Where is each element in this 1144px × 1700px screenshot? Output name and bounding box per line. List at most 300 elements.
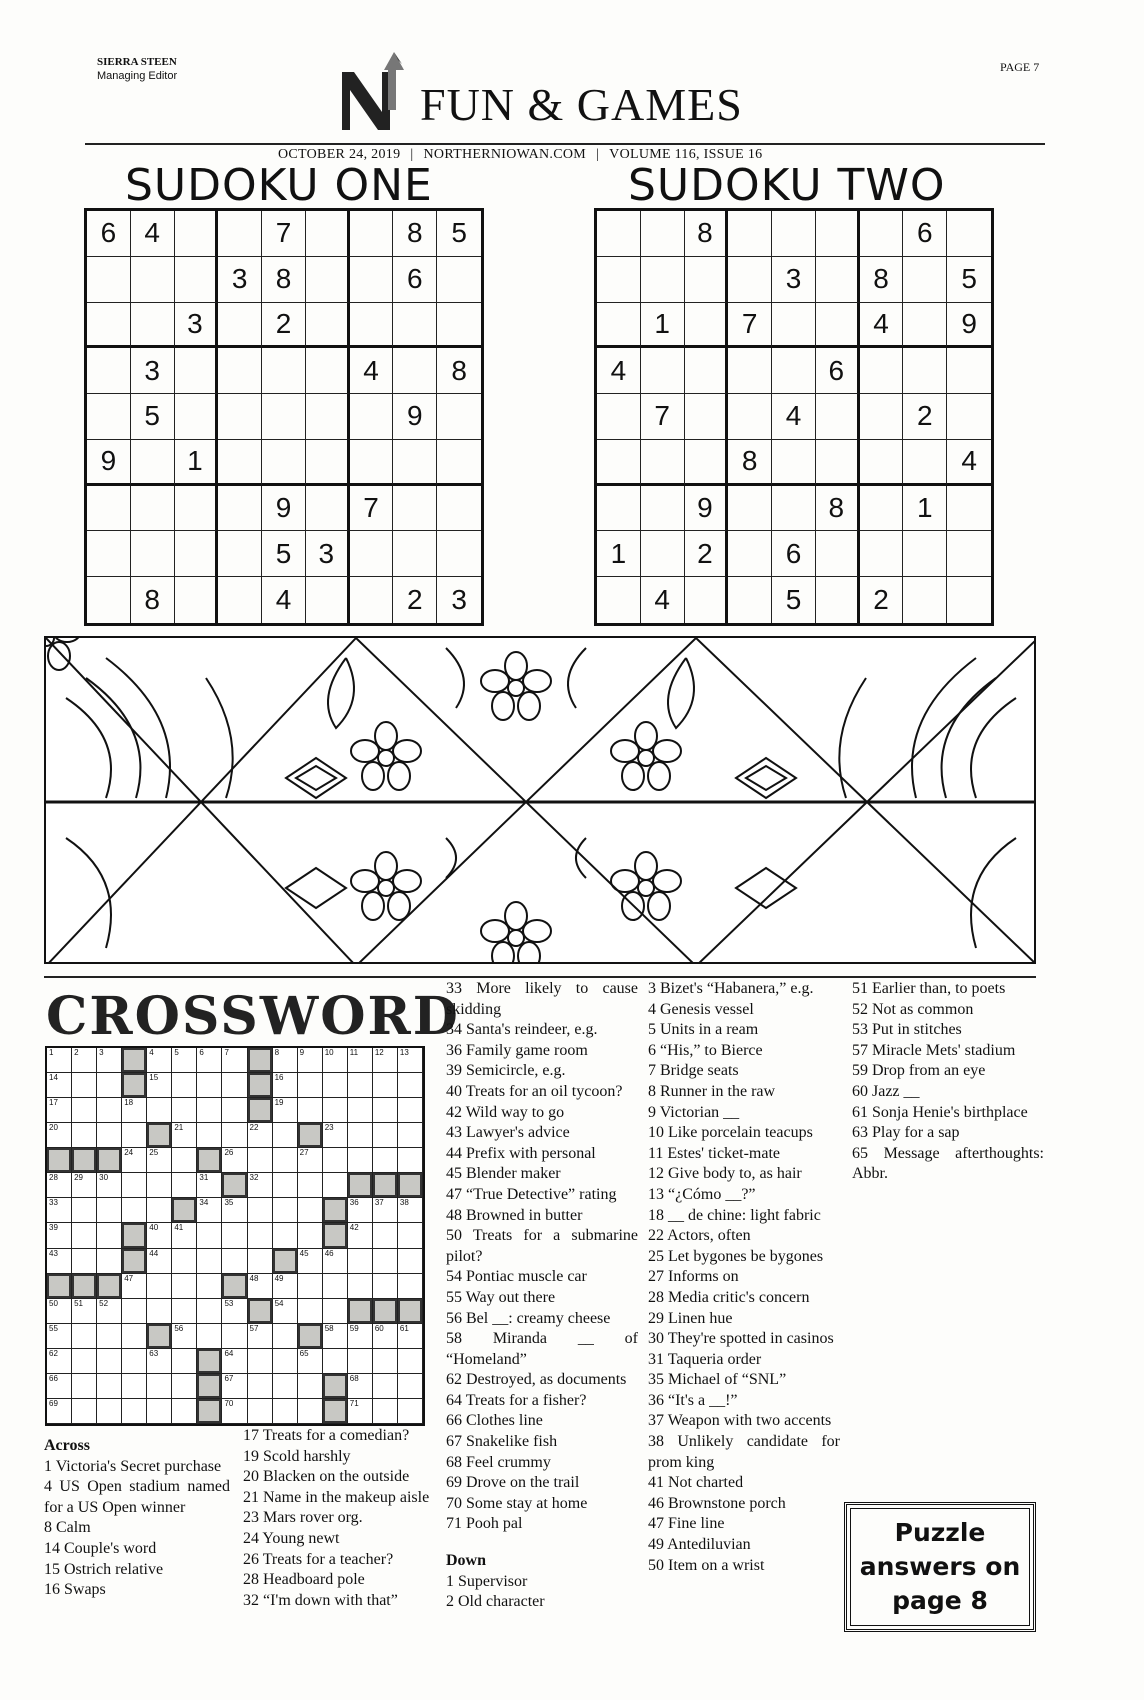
crossword-cell[interactable]: [348, 1198, 373, 1223]
crossword-cell[interactable]: [273, 1349, 298, 1374]
sudoku-cell[interactable]: [816, 531, 860, 577]
crossword-cell[interactable]: [248, 1123, 273, 1148]
sudoku-cell[interactable]: [306, 257, 350, 303]
sudoku-cell[interactable]: 4: [597, 348, 641, 394]
crossword-cell[interactable]: [97, 1324, 122, 1349]
crossword-cell[interactable]: [298, 1173, 323, 1198]
crossword-cell[interactable]: [398, 1399, 423, 1424]
crossword-cell[interactable]: [398, 1048, 423, 1073]
crossword-cell[interactable]: [373, 1048, 398, 1073]
crossword-cell[interactable]: [172, 1123, 197, 1148]
crossword-cell[interactable]: [222, 1048, 247, 1073]
sudoku-cell[interactable]: [393, 303, 437, 349]
crossword-cell[interactable]: [248, 1173, 273, 1198]
crossword-cell[interactable]: [348, 1148, 373, 1173]
sudoku-cell[interactable]: [860, 394, 904, 440]
crossword-cell[interactable]: [373, 1198, 398, 1223]
sudoku-cell[interactable]: [728, 577, 772, 623]
crossword-cell[interactable]: [248, 1198, 273, 1223]
crossword-cell[interactable]: [122, 1173, 147, 1198]
sudoku-cell[interactable]: [641, 348, 685, 394]
sudoku-cell[interactable]: [218, 394, 262, 440]
sudoku-cell[interactable]: 2: [903, 394, 947, 440]
sudoku-cell[interactable]: 3: [772, 257, 816, 303]
sudoku-cell[interactable]: [685, 440, 729, 486]
sudoku-cell[interactable]: [903, 348, 947, 394]
crossword-cell[interactable]: [248, 1223, 273, 1248]
sudoku-cell[interactable]: [597, 440, 641, 486]
sudoku-cell[interactable]: [131, 531, 175, 577]
crossword-cell[interactable]: [323, 1249, 348, 1274]
crossword-cell[interactable]: [97, 1249, 122, 1274]
sudoku-cell[interactable]: 3: [306, 531, 350, 577]
crossword-cell[interactable]: [122, 1148, 147, 1173]
sudoku-cell[interactable]: [306, 440, 350, 486]
sudoku-cell[interactable]: [947, 348, 991, 394]
sudoku-cell[interactable]: [175, 394, 219, 440]
sudoku-cell[interactable]: 9: [262, 486, 306, 532]
sudoku-cell[interactable]: 2: [685, 531, 729, 577]
sudoku-cell[interactable]: 1: [175, 440, 219, 486]
crossword-cell[interactable]: [72, 1349, 97, 1374]
crossword-cell[interactable]: [323, 1274, 348, 1299]
sudoku-cell[interactable]: [860, 211, 904, 257]
sudoku-cell[interactable]: [350, 577, 394, 623]
sudoku-cell[interactable]: [350, 394, 394, 440]
sudoku-cell[interactable]: [87, 531, 131, 577]
sudoku-cell[interactable]: [306, 577, 350, 623]
crossword-cell[interactable]: [47, 1349, 72, 1374]
sudoku-cell[interactable]: [597, 303, 641, 349]
sudoku-cell[interactable]: [816, 303, 860, 349]
sudoku-cell[interactable]: [87, 303, 131, 349]
crossword-cell[interactable]: [348, 1123, 373, 1148]
sudoku-cell[interactable]: [393, 531, 437, 577]
sudoku-cell[interactable]: 5: [772, 577, 816, 623]
crossword-cell[interactable]: [398, 1249, 423, 1274]
sudoku-cell[interactable]: [641, 211, 685, 257]
crossword-cell[interactable]: [298, 1048, 323, 1073]
sudoku-cell[interactable]: [860, 348, 904, 394]
sudoku-cell[interactable]: 6: [903, 211, 947, 257]
crossword-cell[interactable]: [172, 1399, 197, 1424]
crossword-cell[interactable]: [197, 1048, 222, 1073]
sudoku-cell[interactable]: 8: [437, 348, 481, 394]
sudoku-cell[interactable]: [597, 257, 641, 303]
crossword-cell[interactable]: [172, 1324, 197, 1349]
crossword-cell[interactable]: [97, 1299, 122, 1324]
sudoku-cell[interactable]: 1: [641, 303, 685, 349]
crossword-cell[interactable]: [72, 1223, 97, 1248]
crossword-cell[interactable]: [323, 1173, 348, 1198]
crossword-cell[interactable]: [172, 1349, 197, 1374]
sudoku-cell[interactable]: [262, 394, 306, 440]
crossword-cell[interactable]: [373, 1073, 398, 1098]
sudoku-cell[interactable]: [597, 211, 641, 257]
sudoku-cell[interactable]: 8: [816, 486, 860, 532]
crossword-cell[interactable]: [222, 1123, 247, 1148]
sudoku-cell[interactable]: 3: [131, 348, 175, 394]
crossword-cell[interactable]: [97, 1374, 122, 1399]
crossword-cell[interactable]: [348, 1399, 373, 1424]
sudoku-cell[interactable]: [685, 348, 729, 394]
sudoku-cell[interactable]: [772, 303, 816, 349]
crossword-cell[interactable]: [72, 1073, 97, 1098]
sudoku-cell[interactable]: [218, 531, 262, 577]
sudoku-cell[interactable]: [728, 348, 772, 394]
sudoku-cell[interactable]: [728, 486, 772, 532]
crossword-cell[interactable]: [47, 1123, 72, 1148]
crossword-cell[interactable]: [147, 1349, 172, 1374]
sudoku-cell[interactable]: [903, 303, 947, 349]
sudoku-cell[interactable]: [816, 211, 860, 257]
crossword-cell[interactable]: [147, 1173, 172, 1198]
crossword-cell[interactable]: [147, 1299, 172, 1324]
crossword-cell[interactable]: [323, 1098, 348, 1123]
sudoku-cell[interactable]: 4: [350, 348, 394, 394]
sudoku-cell[interactable]: 1: [903, 486, 947, 532]
sudoku-cell[interactable]: [816, 257, 860, 303]
crossword-cell[interactable]: [298, 1399, 323, 1424]
crossword-cell[interactable]: [222, 1198, 247, 1223]
crossword-cell[interactable]: [222, 1374, 247, 1399]
crossword-cell[interactable]: [323, 1148, 348, 1173]
crossword-cell[interactable]: [47, 1249, 72, 1274]
sudoku-cell[interactable]: 4: [131, 211, 175, 257]
sudoku-cell[interactable]: [947, 211, 991, 257]
crossword-cell[interactable]: [298, 1148, 323, 1173]
crossword-cell[interactable]: [97, 1349, 122, 1374]
sudoku-cell[interactable]: [306, 211, 350, 257]
sudoku-cell[interactable]: [393, 440, 437, 486]
crossword-cell[interactable]: [147, 1073, 172, 1098]
crossword-cell[interactable]: [197, 1098, 222, 1123]
sudoku-cell[interactable]: 4: [947, 440, 991, 486]
crossword-cell[interactable]: [248, 1349, 273, 1374]
sudoku-cell[interactable]: [597, 394, 641, 440]
crossword-cell[interactable]: [197, 1324, 222, 1349]
sudoku-cell[interactable]: [685, 394, 729, 440]
crossword-cell[interactable]: [323, 1349, 348, 1374]
crossword-cell[interactable]: [248, 1148, 273, 1173]
crossword-cell[interactable]: [197, 1249, 222, 1274]
sudoku-cell[interactable]: 9: [947, 303, 991, 349]
crossword-cell[interactable]: [47, 1324, 72, 1349]
crossword-cell[interactable]: [97, 1223, 122, 1248]
crossword-cell[interactable]: [147, 1223, 172, 1248]
sudoku-cell[interactable]: [903, 257, 947, 303]
sudoku-cell[interactable]: [175, 486, 219, 532]
crossword-cell[interactable]: [398, 1148, 423, 1173]
crossword-cell[interactable]: [47, 1098, 72, 1123]
crossword-cell[interactable]: [122, 1349, 147, 1374]
crossword-cell[interactable]: [398, 1198, 423, 1223]
crossword-cell[interactable]: [197, 1073, 222, 1098]
crossword-cell[interactable]: [147, 1399, 172, 1424]
crossword-cell[interactable]: [298, 1098, 323, 1123]
sudoku-cell[interactable]: 8: [393, 211, 437, 257]
sudoku-cell[interactable]: [306, 486, 350, 532]
sudoku-cell[interactable]: [87, 486, 131, 532]
crossword-cell[interactable]: [72, 1098, 97, 1123]
crossword-cell[interactable]: [197, 1173, 222, 1198]
crossword-cell[interactable]: [97, 1048, 122, 1073]
crossword-cell[interactable]: [398, 1274, 423, 1299]
sudoku-cell[interactable]: 7: [641, 394, 685, 440]
sudoku-cell[interactable]: [437, 486, 481, 532]
sudoku-cell[interactable]: [350, 303, 394, 349]
crossword-cell[interactable]: [122, 1324, 147, 1349]
sudoku-cell[interactable]: [816, 577, 860, 623]
sudoku-cell[interactable]: 8: [685, 211, 729, 257]
crossword-cell[interactable]: [97, 1399, 122, 1424]
crossword-cell[interactable]: [323, 1123, 348, 1148]
crossword-cell[interactable]: [222, 1349, 247, 1374]
crossword-cell[interactable]: [298, 1349, 323, 1374]
sudoku-cell[interactable]: [350, 257, 394, 303]
sudoku-cell[interactable]: 5: [262, 531, 306, 577]
crossword-cell[interactable]: [147, 1274, 172, 1299]
sudoku-cell[interactable]: [218, 303, 262, 349]
crossword-cell[interactable]: [97, 1098, 122, 1123]
sudoku-cell[interactable]: [597, 486, 641, 532]
sudoku-cell[interactable]: [131, 257, 175, 303]
sudoku-cell[interactable]: [87, 257, 131, 303]
sudoku-cell[interactable]: 1: [597, 531, 641, 577]
crossword-cell[interactable]: [298, 1249, 323, 1274]
crossword-cell[interactable]: [97, 1123, 122, 1148]
crossword-cell[interactable]: [122, 1098, 147, 1123]
sudoku-cell[interactable]: [350, 440, 394, 486]
crossword-cell[interactable]: [72, 1123, 97, 1148]
sudoku-cell[interactable]: 3: [451, 584, 467, 616]
sudoku-cell[interactable]: [728, 257, 772, 303]
sudoku-cell[interactable]: [641, 486, 685, 532]
sudoku-cell[interactable]: [860, 486, 904, 532]
crossword-cell[interactable]: [373, 1148, 398, 1173]
crossword-cell[interactable]: [373, 1098, 398, 1123]
crossword-cell[interactable]: [273, 1274, 298, 1299]
crossword-cell[interactable]: [373, 1374, 398, 1399]
crossword-cell[interactable]: [122, 1274, 147, 1299]
sudoku-cell[interactable]: [772, 486, 816, 532]
crossword-cell[interactable]: [122, 1374, 147, 1399]
crossword-cell[interactable]: [348, 1073, 373, 1098]
crossword-cell[interactable]: [122, 1123, 147, 1148]
sudoku-cell[interactable]: [641, 257, 685, 303]
sudoku-cell[interactable]: [685, 303, 729, 349]
crossword-cell[interactable]: [147, 1048, 172, 1073]
crossword-cell[interactable]: [147, 1198, 172, 1223]
crossword-cell[interactable]: [72, 1399, 97, 1424]
sudoku-cell[interactable]: 6: [772, 531, 816, 577]
sudoku-cell[interactable]: [218, 440, 262, 486]
crossword-cell[interactable]: [298, 1223, 323, 1248]
crossword-cell[interactable]: [72, 1048, 97, 1073]
sudoku-cell[interactable]: [393, 348, 437, 394]
crossword-cell[interactable]: [172, 1148, 197, 1173]
crossword-cell[interactable]: [323, 1073, 348, 1098]
crossword-cell[interactable]: [273, 1198, 298, 1223]
sudoku-cell[interactable]: [131, 440, 175, 486]
sudoku-cell[interactable]: [175, 577, 219, 623]
sudoku-cell[interactable]: [262, 348, 306, 394]
crossword-cell[interactable]: [348, 1223, 373, 1248]
sudoku-cell[interactable]: 6: [816, 348, 860, 394]
sudoku-cell[interactable]: 9: [393, 394, 437, 440]
crossword-cell[interactable]: [348, 1349, 373, 1374]
sudoku-cell[interactable]: [641, 440, 685, 486]
crossword-cell[interactable]: [122, 1198, 147, 1223]
crossword-cell[interactable]: [398, 1374, 423, 1399]
sudoku-cell[interactable]: [87, 577, 131, 623]
crossword-cell[interactable]: [398, 1349, 423, 1374]
crossword-cell[interactable]: [147, 1374, 172, 1399]
sudoku-cell[interactable]: 2: [393, 577, 437, 623]
sudoku-cell[interactable]: [218, 211, 262, 257]
sudoku-cell[interactable]: 5: [131, 394, 175, 440]
crossword-cell[interactable]: [122, 1399, 147, 1424]
crossword-cell[interactable]: [172, 1374, 197, 1399]
crossword-cell[interactable]: [222, 1299, 247, 1324]
sudoku-cell[interactable]: [728, 531, 772, 577]
crossword-cell[interactable]: [373, 1274, 398, 1299]
crossword-cell[interactable]: [172, 1048, 197, 1073]
crossword-cell[interactable]: [273, 1324, 298, 1349]
crossword-cell[interactable]: [222, 1249, 247, 1274]
sudoku-cell[interactable]: [350, 211, 394, 257]
sudoku-cell[interactable]: [772, 440, 816, 486]
sudoku-cell[interactable]: [218, 486, 262, 532]
sudoku-cell[interactable]: [218, 577, 262, 623]
crossword-cell[interactable]: [97, 1073, 122, 1098]
sudoku-cell[interactable]: 7: [262, 211, 306, 257]
crossword-cell[interactable]: [348, 1249, 373, 1274]
crossword-cell[interactable]: [273, 1374, 298, 1399]
crossword-cell[interactable]: [398, 1123, 423, 1148]
crossword-cell[interactable]: [398, 1098, 423, 1123]
sudoku-cell[interactable]: [306, 303, 350, 349]
sudoku-cell[interactable]: [641, 531, 685, 577]
crossword-cell[interactable]: [197, 1198, 222, 1223]
crossword-cell[interactable]: [197, 1223, 222, 1248]
sudoku-cell[interactable]: [306, 348, 350, 394]
crossword-cell[interactable]: [97, 1173, 122, 1198]
crossword-cell[interactable]: [72, 1374, 97, 1399]
crossword-cell[interactable]: [273, 1173, 298, 1198]
sudoku-cell[interactable]: 6: [87, 211, 131, 257]
crossword-cell[interactable]: [122, 1299, 147, 1324]
sudoku-cell[interactable]: [903, 577, 947, 623]
crossword-cell[interactable]: [273, 1123, 298, 1148]
crossword-cell[interactable]: [72, 1198, 97, 1223]
crossword-cell[interactable]: [323, 1299, 348, 1324]
crossword-cell[interactable]: [273, 1098, 298, 1123]
crossword-cell[interactable]: [373, 1249, 398, 1274]
crossword-cell[interactable]: [298, 1274, 323, 1299]
crossword-cell[interactable]: [147, 1098, 172, 1123]
crossword-cell[interactable]: [172, 1249, 197, 1274]
crossword-cell[interactable]: [47, 1299, 72, 1324]
crossword-cell[interactable]: [373, 1349, 398, 1374]
crossword-cell[interactable]: [273, 1223, 298, 1248]
sudoku-cell[interactable]: [685, 577, 729, 623]
sudoku-cell[interactable]: [87, 394, 131, 440]
crossword-cell[interactable]: [147, 1249, 172, 1274]
crossword-cell[interactable]: [172, 1274, 197, 1299]
crossword-cell[interactable]: [248, 1249, 273, 1274]
crossword-cell[interactable]: [97, 1198, 122, 1223]
crossword-cell[interactable]: [323, 1324, 348, 1349]
sudoku-cell[interactable]: [772, 211, 816, 257]
sudoku-cell[interactable]: [947, 486, 991, 532]
sudoku-cell[interactable]: 8: [131, 577, 175, 623]
crossword-cell[interactable]: [147, 1148, 172, 1173]
sudoku-cell[interactable]: 4: [772, 394, 816, 440]
sudoku-cell[interactable]: [218, 348, 262, 394]
crossword-cell[interactable]: [172, 1173, 197, 1198]
crossword-cell[interactable]: [47, 1173, 72, 1198]
sudoku-cell[interactable]: [947, 531, 991, 577]
sudoku-cell[interactable]: [175, 348, 219, 394]
crossword-cell[interactable]: [373, 1123, 398, 1148]
sudoku-cell[interactable]: [437, 394, 481, 440]
crossword-cell[interactable]: [273, 1148, 298, 1173]
sudoku-cell[interactable]: [903, 531, 947, 577]
sudoku-cell[interactable]: [306, 394, 350, 440]
sudoku-cell[interactable]: [597, 577, 641, 623]
crossword-cell[interactable]: [72, 1249, 97, 1274]
sudoku-cell[interactable]: 4: [860, 303, 904, 349]
sudoku-cell[interactable]: [175, 211, 219, 257]
sudoku-cell[interactable]: 6: [393, 257, 437, 303]
crossword-cell[interactable]: [273, 1399, 298, 1424]
crossword-cell[interactable]: [47, 1374, 72, 1399]
crossword-cell[interactable]: [298, 1299, 323, 1324]
crossword-cell[interactable]: [348, 1324, 373, 1349]
crossword-cell[interactable]: [398, 1324, 423, 1349]
crossword-cell[interactable]: [298, 1073, 323, 1098]
sudoku-cell[interactable]: [131, 486, 175, 532]
crossword-cell[interactable]: [197, 1123, 222, 1148]
crossword-cell[interactable]: [222, 1324, 247, 1349]
crossword-cell[interactable]: [273, 1299, 298, 1324]
sudoku-cell[interactable]: [816, 394, 860, 440]
crossword-cell[interactable]: [47, 1198, 72, 1223]
crossword-cell[interactable]: [222, 1223, 247, 1248]
crossword-cell[interactable]: [47, 1223, 72, 1248]
crossword-cell[interactable]: [398, 1073, 423, 1098]
sudoku-cell[interactable]: 2: [262, 303, 306, 349]
sudoku-cell[interactable]: [816, 440, 860, 486]
sudoku-cell[interactable]: 3: [175, 303, 219, 349]
sudoku-cell[interactable]: 8: [860, 257, 904, 303]
crossword-cell[interactable]: [273, 1073, 298, 1098]
sudoku-cell[interactable]: 2: [860, 577, 904, 623]
sudoku-cell[interactable]: 8: [728, 440, 772, 486]
crossword-cell[interactable]: [248, 1324, 273, 1349]
crossword-cell[interactable]: [197, 1274, 222, 1299]
crossword-cell[interactable]: [348, 1374, 373, 1399]
sudoku-cell[interactable]: [437, 303, 481, 349]
crossword-cell[interactable]: [197, 1299, 222, 1324]
crossword-cell[interactable]: [222, 1399, 247, 1424]
sudoku-cell[interactable]: [175, 257, 219, 303]
sudoku-cell[interactable]: 7: [350, 486, 394, 532]
crossword-cell[interactable]: [47, 1048, 72, 1073]
sudoku-cell[interactable]: [262, 440, 306, 486]
sudoku-cell[interactable]: [175, 531, 219, 577]
